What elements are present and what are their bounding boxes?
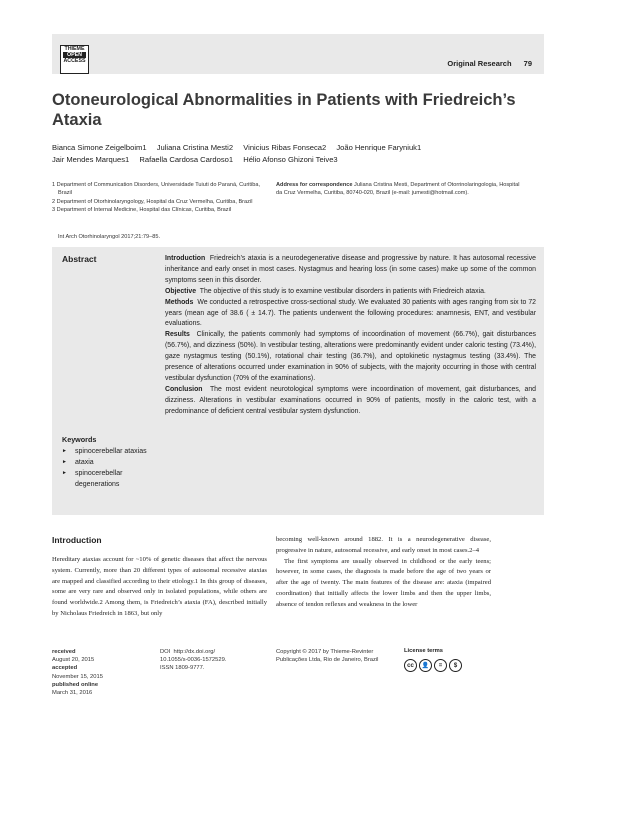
abstract-introduction: Introduction Friedreich’s ataxia is a neurodegenerative disease and progressive by nature. It has autosomal recessive inheritance and early onset in most cases. Nystagmus and hearing loss (in some cases) make up some of the common symptoms seen in this disorder. [165,255,536,284]
journal-header [52,34,544,74]
doi-url[interactable]: http://dx.doi.org/ [173,649,216,655]
page-number: 79 [523,59,532,68]
keyword-item: ► ataxia [62,457,157,468]
by-icon: 👤 [419,659,432,672]
authors-row-1 [52,142,552,154]
keyword-item: ► spinocerebellar ataxias [62,446,157,457]
paragraph: The first symptoms are usually observed in childhood or the early teens; however, in some cases, the diagnosis is made before the age of two years or after the age of twenty. The main features of the disease are: ataxia (impaired coordination) that initially affects the lower limbs and then the upper limbs, absence of tendon reflexes and weakness in the lower [276,557,491,608]
abstract-heading: Abstract [62,254,97,264]
publication-dates [52,648,142,697]
copyright: Copyright © 2017 by Thieme-Revinter Publicações Ltda, Rio de Janeiro, Brazil [276,649,379,664]
author: Juliana Cristina Mesti2 [156,143,234,152]
paragraph: becoming well-known around 1882. It is a neurodegenerative disease, progressive in nature, autosomal recessive, and early onset in most cases.2–4 [276,536,491,554]
affiliation: 1 Department of Communication Disorders, Universidade Tuiuti do Paraná, Curitiba, Brazil [52,182,260,197]
authors-row-2 [52,154,552,166]
keywords-heading: Keywords [62,435,97,444]
abstract-conclusion: Conclusion The most evident neurotological symptoms were incoordination of movement, gait disturbances, and dizziness. Alterations in vestibular examinations occurred in 90% of patients, mostly in the caloric test, with a predominance of deficient central vestibular system dysfunction. [165,385,536,415]
abstract-results: Results Clinically, the patients commonly had symptoms of incoordination of movement (66.7%), gait disturbances (56.7%), and dizziness (50%). In vestibular testing, alterations were predominantly evident under caloric testing (73.4%), gaze nystagmus testing (50.1%), rotational chair testing (36.7%), and optokinetic nystagmus testing (33.4%). The presence of alterations occurred under examination in 90% of subjects, with the majority occurring in those with central vestibular dysfunction (70% of the examinations). [165,331,536,382]
author: Bianca Simone Zeigelboim1 [52,143,147,152]
doi-value[interactable]: 10.1055/s-0036-1572529. [160,657,227,664]
affiliations [52,181,262,215]
citation: Int Arch Otorhinolaryngol 2017;21:79–85. [58,234,161,240]
correspondence-text: Juliana Cristina Mesti, Department of Otorrinolaringologia, Hospital da Cruz Vermelha, Curitiba, 80740-020, Brazil (e-mail: jumesti@hotmail.com). [276,182,520,197]
received-label: received [52,649,76,655]
body-column-2 [276,535,491,611]
section-heading-introduction: Introduction [52,535,102,545]
received-date: August 20, 2015 [52,657,95,664]
doi-block [160,648,260,673]
author: Vinicius Ribas Fonseca2 [243,143,327,152]
correspondence [276,181,526,198]
abstract-objective: Objective The objective of this study is to examine vestibular disorders in patients with Friedreich ataxia. [165,287,486,295]
cc-icon: cc [404,659,417,672]
abstract-box [52,247,544,515]
affiliation: 3 Department of Internal Medicine, Hospital das Clínicas, Curitiba, Brazil [52,207,232,214]
abstract-text [165,254,536,418]
abstract-methods: Methods We conducted a retrospective cross-sectional study. We evaluated 30 patients with ages ranging from six to 72 years (mean age of 38.6 ( ± 14.7). The patients underwent the following procedures: anamnesis, ENT, and vestibular evaluations. [165,298,536,328]
nc-icon: $ [449,659,462,672]
author: Hélio Afonso Ghizoni Teive3 [243,155,338,164]
correspondence-label: Address for correspondence [276,182,353,188]
author: Jair Mendes Marques1 [52,155,130,164]
license-icons [404,659,462,672]
nd-icon: = [434,659,447,672]
header-right [447,59,532,68]
author: João Henrique Faryniuk1 [336,143,422,152]
doi-label: DOI [160,649,171,655]
published-date: March 31, 2016 [52,690,93,697]
issn: ISSN 1809-9777. [160,665,205,672]
license-terms-label: License terms [404,648,443,654]
section-label: Original Research [447,59,512,68]
keywords-list [62,446,157,490]
accepted-label: accepted [52,665,78,672]
thieme-open-access-logo: THIEME OPEN ACCESS [60,45,89,74]
affiliation: 2 Department of Otorhinolaryngology, Hospital da Cruz Vermelha, Curitiba, Brazil [52,198,253,205]
body-column-1: Hereditary ataxias account for ~10% of genetic diseases that affect the nervous system. Currently, more than 20 different types of autosomal recessive ataxias are mapped and classified according to their etiology.1 In this group of diseases, some are very rare and observed only in isolated populations, while others are found worldwide.2 Among them, is Friedreich’s ataxia (FA), described initially by Nicholaus Friedreich in 1863, but only [52,556,267,617]
accepted-date: November 15, 2015 [52,673,103,680]
published-label: published online [52,681,99,688]
author-list [52,142,552,166]
article-title: Otoneurological Abnormalities in Patients with Friedreich’s Ataxia [52,91,516,129]
keyword-item: ► spinocerebellar degenerations [62,468,157,490]
author: Rafaella Cardosa Cardoso1 [139,155,234,164]
